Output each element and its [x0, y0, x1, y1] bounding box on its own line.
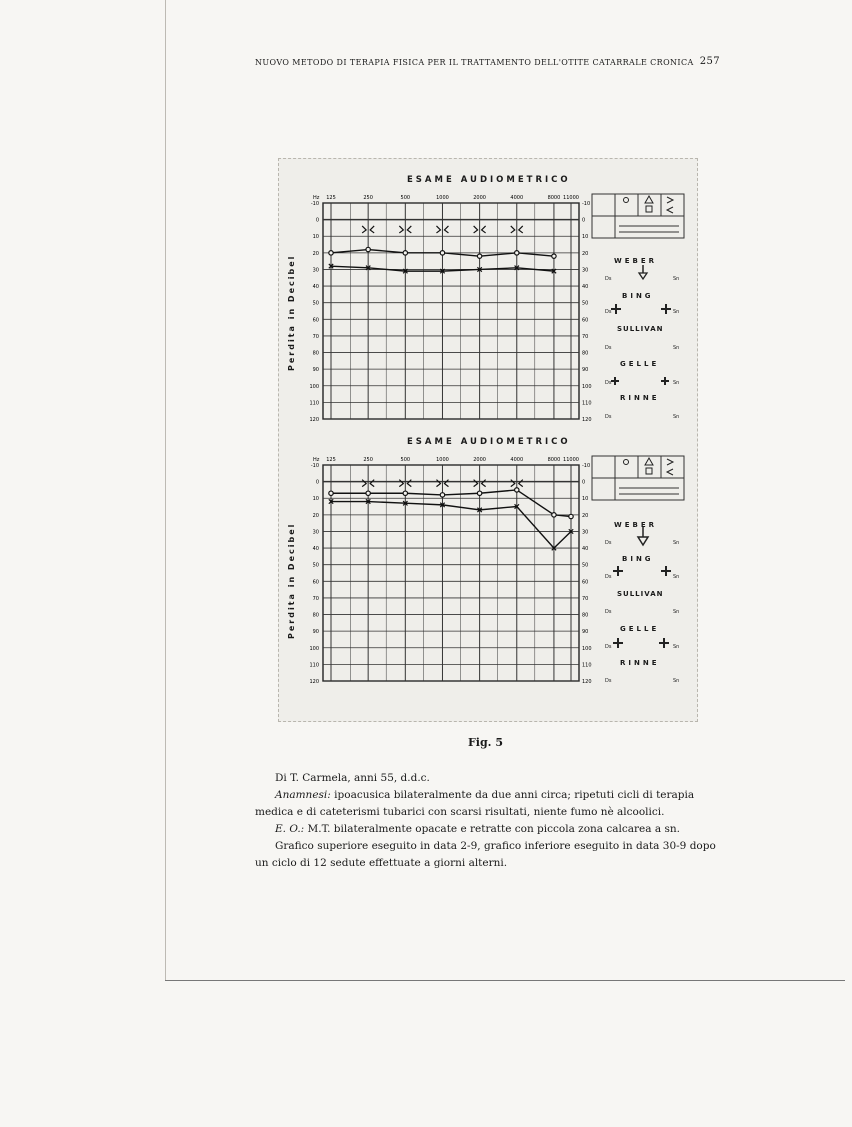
panel-1-side-symbols [599, 263, 695, 393]
panel-2-bing-sn: Sn [673, 574, 680, 580]
db-tick-label-left: 60 [312, 317, 319, 324]
eo-text: M.T. bilateralmente opacate e retratte con piccola zona calcarea a sn. [304, 823, 680, 835]
panel-1-rinne-ds: Ds [605, 414, 612, 420]
anamnesi-paragraph [255, 787, 725, 821]
bone-right-mark [362, 480, 366, 487]
db-tick-label-right: 10 [582, 496, 589, 503]
right-ear-point [403, 251, 407, 255]
db-tick-label-left: 120 [309, 417, 319, 423]
panel-2-rinne-sn: Sn [673, 678, 680, 684]
panel-1-gelle: GELLE [620, 360, 660, 368]
db-tick-label-right: 30 [582, 267, 589, 274]
bone-left-mark [407, 480, 411, 487]
db-tick-label-right: -10 [582, 463, 591, 469]
right-ear-point [515, 251, 519, 255]
panel-1-rinne-sn: Sn [673, 414, 680, 420]
db-tick-label-right: 90 [582, 367, 589, 374]
bone-right-mark [399, 480, 403, 487]
db-tick-label-right: -10 [582, 201, 591, 207]
db-tick-label-left: 20 [312, 512, 319, 519]
db-tick-label-left: 20 [312, 250, 319, 257]
right-ear-point [403, 491, 407, 495]
panel-2-sullivan: SULLIVAN [617, 590, 664, 598]
freq-tick-label: 2000 [473, 195, 486, 201]
db-tick-label-right: 30 [582, 529, 589, 536]
panel-2-bing: BING [622, 555, 654, 563]
bone-right-mark [511, 226, 515, 233]
db-tick-label-right: 110 [582, 662, 592, 669]
figure-caption: Fig. 5 [468, 736, 503, 749]
db-tick-label-right: 100 [582, 383, 592, 390]
db-tick-label-right: 120 [582, 417, 592, 423]
freq-tick-label: 500 [400, 195, 411, 201]
db-tick-label-left: 70 [312, 595, 319, 602]
hz-label: Hz [313, 195, 320, 201]
freq-tick-label: 1000 [436, 195, 449, 201]
freq-tick-label: 250 [363, 195, 373, 201]
panel-1-title: ESAME AUDIOMETRICO [407, 175, 571, 185]
right-ear-point [552, 513, 556, 517]
db-tick-label-right: 20 [582, 250, 589, 257]
freq-tick-label: 11000 [563, 457, 579, 463]
db-tick-label-right: 10 [582, 234, 589, 241]
db-tick-label-right: 20 [582, 512, 589, 519]
freq-tick-label: 250 [363, 457, 373, 463]
db-tick-label-left: -10 [310, 463, 319, 469]
db-tick-label-right: 70 [582, 595, 589, 602]
audiogram-chart-1 [301, 191, 601, 425]
anamnesi-label: Anamnesi: [275, 789, 331, 801]
freq-tick-label: 125 [326, 195, 336, 201]
db-tick-label-left: 60 [312, 579, 319, 586]
bone-right-mark [436, 480, 440, 487]
bone-right-mark [511, 480, 515, 487]
db-tick-label-right: 0 [582, 479, 586, 486]
panel-2-rinne-ds: Ds [605, 678, 612, 684]
right-ear-point [515, 488, 519, 492]
db-tick-label-right: 60 [582, 317, 589, 324]
right-ear-point [552, 254, 556, 258]
panel-2-weber: WEBER [614, 521, 658, 529]
bone-right-mark [362, 226, 366, 233]
db-tick-label-left: 40 [312, 546, 319, 553]
panel-1-sullivan-sn: Sn [673, 345, 680, 351]
hz-label: Hz [313, 457, 320, 463]
db-tick-label-right: 60 [582, 579, 589, 586]
db-tick-label-left: 70 [312, 333, 319, 340]
freq-tick-label: 1000 [436, 457, 449, 463]
page-number: 257 [699, 56, 720, 67]
panel-2-gelle-ds: Ds [605, 644, 612, 650]
freq-tick-label: 2000 [473, 457, 486, 463]
db-tick-label-left: 0 [315, 479, 319, 486]
panel-1-weber: WEBER [614, 257, 658, 265]
freq-tick-label: 125 [326, 457, 336, 463]
audiogram-figure [278, 158, 698, 722]
bone-left-mark [370, 480, 374, 487]
db-tick-label-right: 40 [582, 284, 589, 291]
bone-right-mark [399, 226, 403, 233]
bone-right-mark [436, 226, 440, 233]
panel-1-sullivan-ds: Ds [605, 345, 612, 351]
bone-left-mark [482, 480, 486, 487]
db-tick-label-right: 80 [582, 612, 589, 619]
panel-1-gelle-ds: Ds [605, 380, 612, 386]
right-ear-point [329, 491, 333, 495]
db-tick-label-left: 80 [312, 612, 319, 619]
db-tick-label-right: 40 [582, 546, 589, 553]
db-tick-label-right: 50 [582, 562, 589, 569]
panel-1-sullivan: SULLIVAN [617, 325, 664, 333]
bone-left-mark [519, 480, 523, 487]
db-tick-label-left: 30 [312, 267, 319, 274]
panel-1-rinne: RINNE [620, 394, 660, 402]
freq-tick-label: 8000 [547, 457, 561, 463]
eo-label: E. O.: [275, 823, 305, 835]
db-tick-label-left: 30 [312, 529, 319, 536]
panel-2-legend-table [591, 455, 685, 501]
eo-paragraph [255, 821, 725, 838]
panel-1-bing: BING [622, 292, 654, 300]
db-tick-label-right: 70 [582, 333, 589, 340]
bone-left-mark [370, 226, 374, 233]
db-tick-label-right: 0 [582, 217, 586, 224]
db-tick-label-left: 10 [312, 234, 319, 241]
db-tick-label-left: 120 [309, 679, 319, 685]
plot-frame [323, 203, 579, 419]
bone-left-mark [444, 480, 448, 487]
freq-tick-label: 8000 [547, 195, 561, 201]
right-ear-point [440, 493, 444, 497]
db-tick-label-left: 10 [312, 496, 319, 503]
panel-1-legend-table [591, 193, 685, 239]
db-tick-label-left: 90 [312, 367, 319, 374]
grafico-paragraph: Grafico superiore eseguito in data 2-9, grafico inferiore eseguito in data 30-9 dopo un ciclo di 12 sedute effettuate a giorni alterni. [255, 840, 716, 869]
patient-line: Di T. Carmela, anni 55, d.d.c. [275, 772, 430, 784]
freq-tick-label: 11000 [563, 195, 579, 201]
bone-left-mark [444, 226, 448, 233]
panel-2-weber-ds: Ds [605, 540, 612, 546]
db-tick-label-left: 100 [309, 383, 319, 390]
bone-left-mark [482, 226, 486, 233]
running-head [255, 56, 720, 70]
db-tick-label-right: 100 [582, 645, 592, 652]
running-head-title: NUOVO METODO DI TERAPIA FISICA PER IL TRATTAMENTO DELL'OTITE CATARRALE CRONICA [255, 58, 694, 67]
panel-1-bing-sn: Sn [673, 309, 680, 315]
page-left-edge [165, 0, 166, 980]
anamnesi-text: ipoacusica bilateralmente da due anni circa; ripetuti cicli di terapia medica e di cateterismi tubarici con scarsi risultati, niente fumo nè alcoolici. [255, 789, 695, 818]
db-tick-label-right: 120 [582, 679, 592, 685]
body-text [255, 770, 725, 872]
right-ear-point [440, 251, 444, 255]
panel-2-sullivan-sn: Sn [673, 609, 680, 615]
freq-tick-label: 4000 [510, 195, 524, 201]
panel-2-ylabel: Perdita in Decibel [287, 522, 296, 639]
freq-tick-label: 500 [400, 457, 411, 463]
db-tick-label-left: -10 [310, 201, 319, 207]
db-tick-label-left: 50 [312, 562, 319, 569]
right-ear-point [569, 514, 573, 518]
panel-2-gelle-sn: Sn [673, 644, 680, 650]
right-ear-point [366, 247, 370, 251]
db-tick-label-right: 90 [582, 629, 589, 636]
right-ear-point [329, 251, 333, 255]
bone-left-mark [407, 226, 411, 233]
freq-tick-label: 4000 [510, 457, 524, 463]
panel-2-side-symbols [599, 525, 695, 655]
page-bottom-edge [165, 980, 845, 981]
right-ear-point [366, 491, 370, 495]
plot-frame [323, 465, 579, 681]
bone-left-mark [519, 226, 523, 233]
panel-2-bing-ds: Ds [605, 574, 612, 580]
panel-1-bing-ds: Ds [605, 309, 612, 315]
panel-2-title: ESAME AUDIOMETRICO [407, 437, 571, 447]
db-tick-label-right: 80 [582, 350, 589, 357]
audiogram-chart-2 [301, 453, 601, 687]
right-ear-point [477, 491, 481, 495]
db-tick-label-left: 90 [312, 629, 319, 636]
panel-1-ylabel: Perdita in Decibel [287, 254, 296, 371]
panel-1-weber-sn: Sn [673, 276, 680, 282]
right-ear-point [477, 254, 481, 258]
bone-right-mark [474, 480, 478, 487]
panel-2-sullivan-ds: Ds [605, 609, 612, 615]
bone-right-mark [474, 226, 478, 233]
panel-2-rinne: RINNE [620, 659, 660, 667]
db-tick-label-left: 50 [312, 300, 319, 307]
db-tick-label-right: 50 [582, 300, 589, 307]
panel-2-weber-sn: Sn [673, 540, 680, 546]
panel-1-gelle-sn: Sn [673, 380, 680, 386]
db-tick-label-left: 110 [309, 400, 319, 407]
db-tick-label-left: 0 [315, 217, 319, 224]
db-tick-label-right: 110 [582, 400, 592, 407]
db-tick-label-left: 40 [312, 284, 319, 291]
db-tick-label-left: 110 [309, 662, 319, 669]
panel-2-gelle: GELLE [620, 625, 660, 633]
panel-1-weber-ds: Ds [605, 276, 612, 282]
db-tick-label-left: 80 [312, 350, 319, 357]
db-tick-label-left: 100 [309, 645, 319, 652]
